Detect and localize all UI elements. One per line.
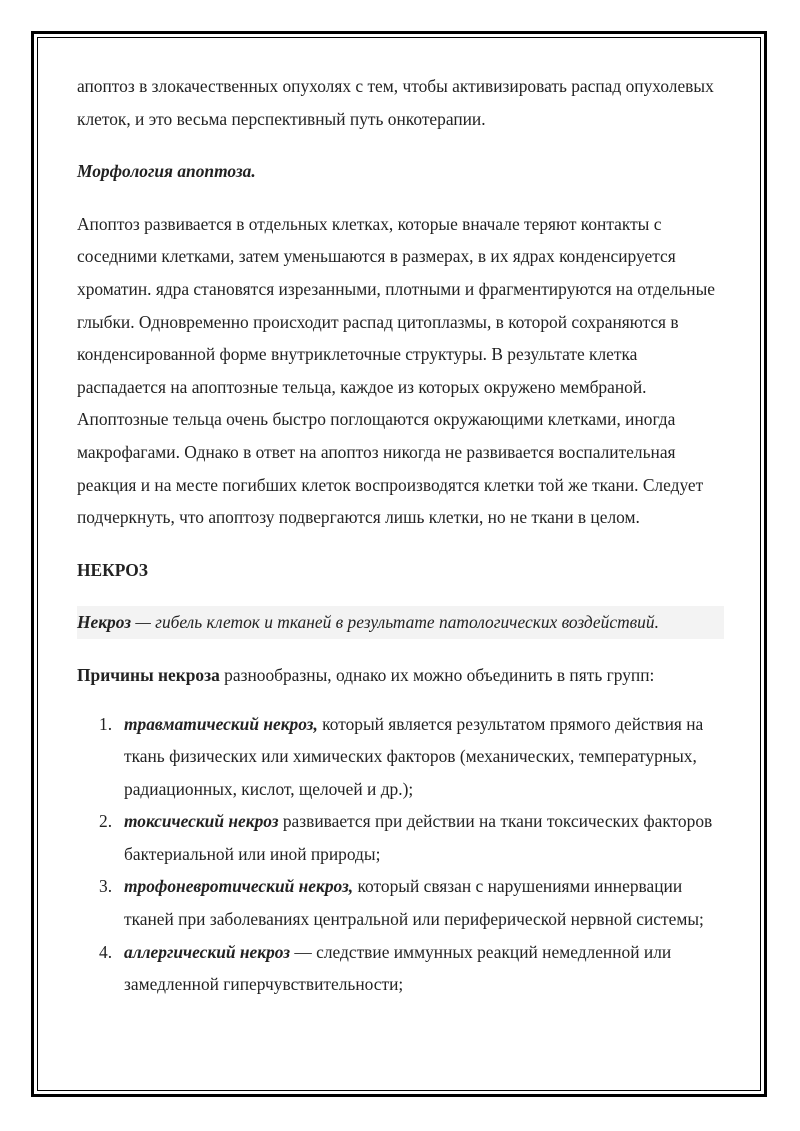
list-item	[77, 708, 727, 806]
causes-paragraph	[77, 659, 727, 692]
list-item-term: трофоневротический некроз,	[124, 876, 354, 897]
necrosis-definition	[77, 606, 724, 639]
list-item-text: который является результатом прямого действия на ткань физических или химических факторов (механических, температурных, радиационных, кислот, щелочей и др.);	[124, 713, 704, 799]
morphology-heading: Морфология апоптоза.	[77, 161, 256, 182]
list-item	[77, 805, 727, 870]
list-item	[77, 870, 727, 935]
list-item-number: 2.	[99, 811, 113, 832]
necrosis-causes-list	[77, 708, 727, 1001]
list-item-text: развивается при действии на ткани токсических факторов бактериальной или иной природы;	[124, 811, 713, 864]
list-item	[77, 936, 727, 1001]
morphology-paragraph: Апоптоз развивается в отдельных клетках, которые вначале теряют контакты с соседними клетками, затем уменьшаются в размерах, в их ядрах конденсируется хроматин. ядра становятся изрезанными, плотными и фрагментируются на отдельные глыбки. Одновременно происходит распад цитоплазмы, в которой сохраняются в конденсированной форме внутриклеточные структуры. В результате клетка распадается на апоптозные тельца, каждое из которых окружено мембраной. Апоптозные тельца очень быстро поглощаются окружающими клетками, иногда макрофагами. Однако в ответ на апоптоз никогда не развивается воспалительная реакция и на месте погибших клеток воспроизводятся клетки той же ткани. Следует подчеркнуть, что апоптозу подвергаются лишь клетки, но не ткани в целом.	[77, 213, 716, 528]
list-item-text: который связан с нарушениями иннервации тканей при заболеваниях центральной или периферической нервной системы;	[124, 876, 704, 930]
necrosis-heading: НЕКРОЗ	[77, 559, 148, 580]
list-item-number: 3.	[99, 876, 113, 897]
list-item-term: аллергический некроз	[124, 941, 291, 962]
definition-term: Некроз	[77, 612, 132, 633]
list-item-term: токсический некроз	[124, 811, 279, 832]
causes-lead: Причины некроза	[77, 664, 220, 685]
list-item-text: — следствие иммунных реакций немедленной или замедленной гиперчувствительности;	[124, 941, 672, 995]
intro-paragraph: апоптоз в злокачественных опухолях с тем, чтобы активизировать распад опухолевых клеток, и это весьма перспективный путь онкотерапии.	[77, 76, 714, 129]
list-item-number: 4.	[99, 941, 113, 962]
definition-text: — гибель клеток и тканей в результате патологических воздействий.	[131, 612, 659, 633]
causes-text: разнообразны, однако их можно объединить в пять групп:	[219, 664, 655, 685]
document-body	[77, 70, 727, 1001]
list-item-term: травматический некроз,	[124, 713, 318, 734]
list-item-number: 1.	[99, 713, 113, 734]
